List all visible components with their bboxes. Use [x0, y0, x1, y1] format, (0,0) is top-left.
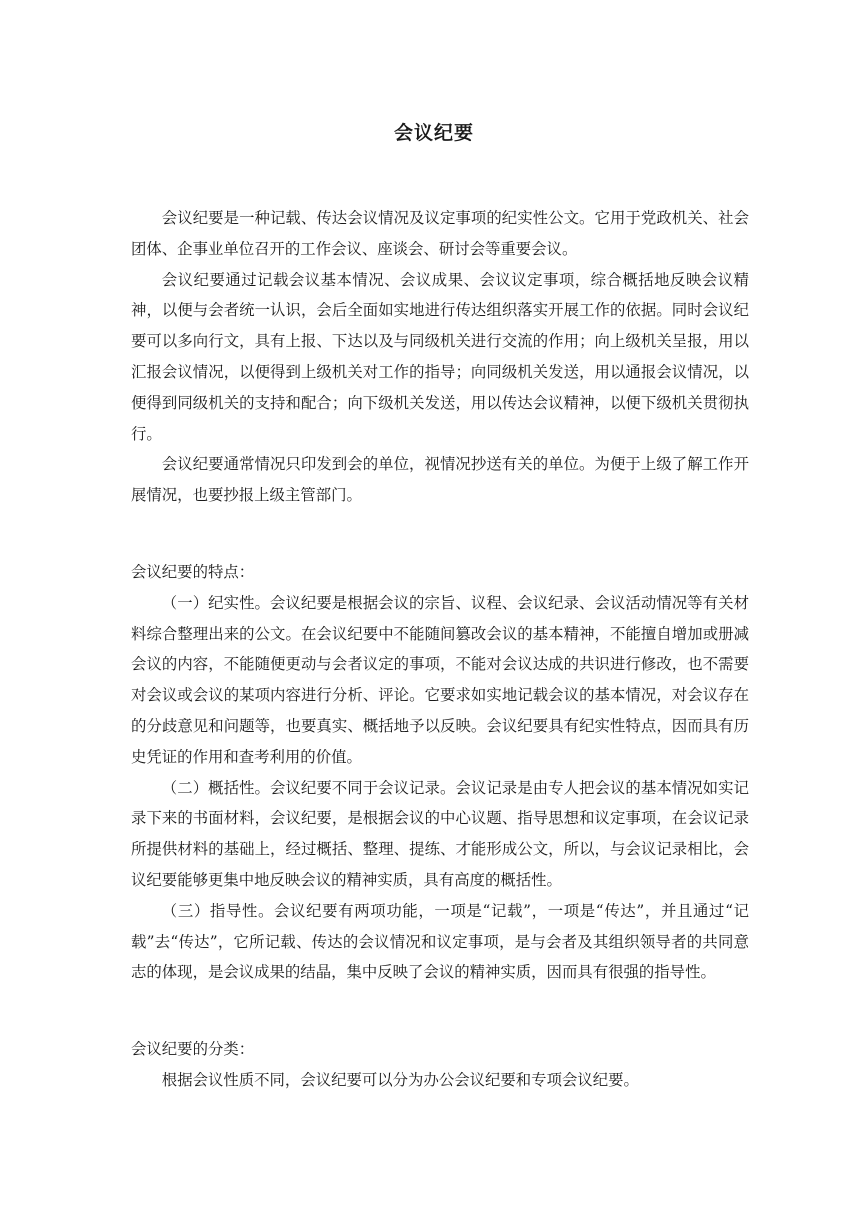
features-heading: 会议纪要的特点： [131, 562, 255, 581]
intro-paragraph-3: 会议纪要通常情况只印发到会的单位，视情况抄送有关的单位。为便于上级了解工作开展情况，也要抄报上级主管部门。 [131, 455, 749, 505]
feature-paragraph-1: （一）纪实性。会议纪要是根据会议的宗旨、议程、会议纪录、会议活动情况等有关材料综合整理出来的公文。在会议纪要中不能随间篡改会议的基本精神，不能擅自增加或册减会议的内容，不能随便更动与会者议定的事项，不能对会议达成的共识进行修改，也不需要对会议或会议的某项内容进行分析、评论。它要求如实地记载会议的基本情况，对会议存在的分歧意见和问题等，也要真实、概括地予以反映。会议纪要具有纪实性特点，因而具有历史凭证的作用和查考利用的价值。 [131, 593, 749, 766]
document-title: 会议纪要 [393, 122, 474, 144]
section-spacer [131, 511, 749, 557]
document-body [131, 203, 749, 1096]
section-spacer [131, 988, 749, 1034]
intro-paragraph-2: 会议纪要通过记载会议基本情况、会议成果、会议议定事项，综合概括地反映会议精神，以便与会者统一认识，会后全面如实地进行传达组织落实开展工作的依据。同时会议纪要可以多向行文，具有上报、下达以及与同级机关进行交流的作用；向上级机关呈报，用以汇报会议情况，以便得到上级机关对工作的指导；向同级机关发送，用以通报会议情况，以便得到同级机关的支持和配合；向下级机关发送，用以传达会议精神，以便下级机关贯彻执行。 [131, 270, 749, 443]
feature-paragraph-2: （二）概括性。会议纪要不同于会议记录。会议记录是由专人把会议的基本情况如实记录下来的书面材料，会议纪要，是根据会议的中心议题、指导思想和议定事项，在会议记录所提供材料的基础上，经过概括、整理、提练、才能形成公文，所以，与会议记录相比，会议纪要能够更集中地反映会议的精神实质，具有高度的概括性。 [131, 778, 749, 889]
types-heading: 会议纪要的分类： [131, 1040, 255, 1059]
types-paragraph-1: 根据会议性质不同，会议纪要可以分为办公会议纪要和专项会议纪要。 [161, 1070, 639, 1089]
feature-paragraph-3: （三）指导性。会议纪要有两项功能，一项是“记载”，一项是“传达”，并且通过“记载”去“传达”，它所记载、传达的会议情况和议定事项，是与会者及其组织领导者的共同意志的体现，是会议成果的结晶，集中反映了会议的精神实质，因而具有很强的指导性。 [131, 901, 749, 982]
intro-paragraph-1: 会议纪要是一种记载、传达会议情况及议定事项的纪实性公文。它用于党政机关、社会团体、企事业单位召开的工作会议、座谈会、研讨会等重要会议。 [131, 209, 749, 258]
